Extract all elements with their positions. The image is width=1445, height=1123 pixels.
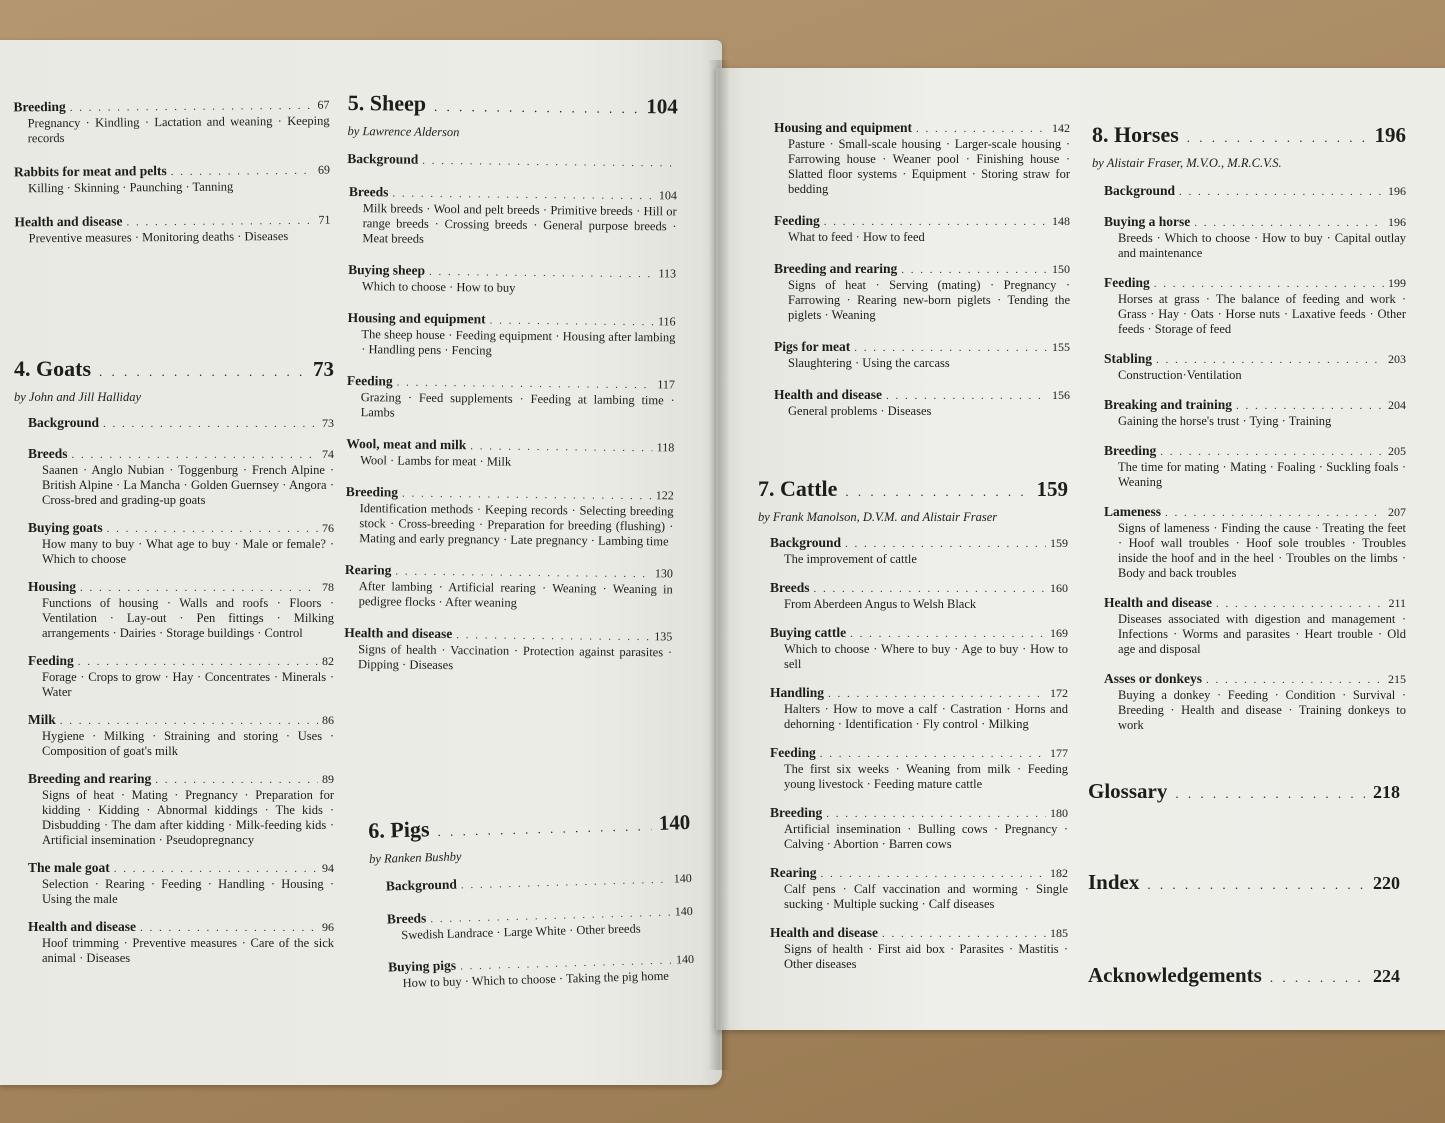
chapter-author: by Alistair Fraser, M.V.O., M.R.C.V.S. [1092, 156, 1282, 170]
toc-entry[interactable]: Lameness . . . 207 Signs of lameness · Finding the cause · Treating the feet · Hoof wall troubles · Hoof sole troubles · Troubles inside the hoof and in the heel · Troubles on the limbs · Body and back troubles [1104, 504, 1406, 581]
index-entry[interactable]: Index . . . 220 [1088, 869, 1400, 898]
toc-entry[interactable]: The male goat . . . 94 Selection · Rearing · Feeding · Handling · Housing · Using the male [28, 860, 334, 907]
toc-entry[interactable]: Buying a horse . . . 196 Breeds · Which to choose · How to buy · Capital outlay and maintenance [1104, 214, 1406, 261]
toc-entry[interactable]: Buying cattle . . . 169 Which to choose · Where to buy · Age to buy · How to sell [770, 625, 1068, 672]
toc-entry[interactable]: Background . . . 159 The improvement of cattle [770, 535, 1068, 567]
toc-entry[interactable]: Housing and equipment . . . 116 The sheep house · Feeding equipment · Housing after lambing · Handling pens · Fencing [347, 310, 675, 360]
toc-entry[interactable]: Feeding . . . 82 Forage · Crops to grow · Hay · Concentrates · Minerals · Water [28, 653, 334, 700]
toc-entry[interactable]: Background . . . [347, 151, 677, 171]
chapter-heading[interactable]: 7. Cattle . . . 159 [758, 476, 1068, 505]
toc-entry[interactable]: Rearing . . . 182 Calf pens · Calf vaccination and worming · Single sucking · Multiple sucking · Calf diseases [770, 865, 1068, 912]
toc-entry[interactable]: Background . . . 73 [28, 415, 334, 432]
toc-entry[interactable]: Breeding . . . 205 The time for mating · Mating · Foaling · Suckling foals · Weaning [1104, 443, 1406, 490]
toc-entry[interactable]: Breeding and rearing . . . 150 Signs of heat · Serving (mating) · Pregnancy · Farrowing · Rearing new-born piglets · Tending the piglets · Weaning [774, 261, 1070, 323]
toc-entry[interactable]: Buying goats . . . 76 How many to buy · What age to buy · Male or female? · Which to choose [28, 520, 334, 567]
toc-entry[interactable]: Wool, meat and milk . . . 118 Wool · Lambs for meat · Milk [346, 436, 674, 471]
left-page [0, 40, 722, 1085]
toc-entry[interactable]: Asses or donkeys . . . 215 Buying a donkey · Feeding · Condition · Survival · Breeding · Health and disease · Training donkeys to work [1104, 671, 1406, 733]
sheep-chapter [342, 90, 678, 675]
horses-chapter [1092, 122, 1406, 733]
toc-entry[interactable]: Breeds . . . 104 Milk breeds · Wool and pelt breeds · Primitive breeds · Hill or range breeds · Crossing breeds · General purpose breeds · Meat breeds [348, 184, 677, 249]
pigs-continued [774, 120, 1070, 419]
toc-entry[interactable]: Health and disease . . . 185 Signs of health · First aid box · Parasites · Mastitis · Other diseases [770, 925, 1068, 972]
toc-entry[interactable]: Health and disease . . . 156 General problems · Diseases [774, 387, 1070, 419]
toc-entry[interactable]: Rearing . . . 130 After lambing · Artificial rearing · Weaning · Weaning in pedigree flocks · After weaning [345, 562, 673, 612]
toc-entry[interactable]: Breeding . . . 180 Artificial insemination · Bulling cows · Pregnancy · Calving · Abortion · Barren cows [770, 805, 1068, 852]
toc-entry[interactable]: Breeds . . . 74 Saanen · Anglo Nubian · Toggenburg · French Alpine · British Alpine · La Mancha · Golden Guernsey · Angora · Cross-bred and grading-up goats [28, 446, 334, 508]
back-matter [1088, 778, 1400, 991]
toc-entry[interactable]: Feeding . . . 148 What to feed · How to feed [774, 213, 1070, 245]
cattle-chapter [758, 476, 1068, 972]
chapter-author: by Lawrence Alderson [347, 123, 460, 140]
chapter-heading[interactable]: 6. Pigs . . . 140 [368, 809, 691, 847]
toc-entry[interactable]: Background . . . 196 [1104, 183, 1406, 200]
toc-entry[interactable]: Breeds . . . 160 From Aberdeen Angus to Welsh Black [770, 580, 1068, 612]
rabbits-section [13, 97, 330, 247]
toc-entry[interactable]: Feeding . . . 117 Grazing · Feed supplements · Feeding at lambing time · Lambs [347, 373, 675, 423]
toc-entry[interactable]: Breeds . . . 140 Swedish Landrace · Large White · Other breeds [387, 903, 694, 944]
toc-entry[interactable]: Pigs for meat . . . 155 Slaughtering · Using the carcass [774, 339, 1070, 371]
toc-entry[interactable]: Feeding . . . 199 Horses at grass · The balance of feeding and work · Grass · Hay · Oats · Horse nuts · Laxative feeds · Other feeds · Storage of feed [1104, 275, 1406, 337]
toc-entry[interactable]: Feeding . . . 177 The first six weeks · Weaning from milk · Feeding young livestock · Feeding mature cattle [770, 745, 1068, 792]
toc-entry[interactable]: Health and disease . . . 71 Preventive measures · Monitoring deaths · Diseases [14, 212, 330, 247]
toc-entry[interactable]: Health and disease . . . 96 Hoof trimming · Preventive measures · Care of the sick animal · Diseases [28, 919, 334, 966]
toc-entry[interactable]: Breeding . . . 122 Identification methods · Keeping records · Selecting breeding stock · Cross-breeding · Preparation for breeding (flushing) · Mating and early pregnancy · Late pregnancy · Lambing time [345, 484, 674, 549]
toc-entry[interactable]: Health and disease . . . 135 Signs of health · Vaccination · Protection against parasites · Dipping · Diseases [344, 625, 672, 675]
pigs-chapter [368, 809, 695, 992]
chapter-heading[interactable]: 8. Horses . . . 196 [1092, 122, 1406, 151]
toc-entry[interactable]: Buying pigs . . . 140 How to buy · Which to choose · Taking the pig home [388, 951, 695, 992]
toc-entry[interactable]: Breeding and rearing . . . 89 Signs of heat · Mating · Pregnancy · Preparation for kidding · Kidding · Abnormal kiddings · The kids · Disbudding · The dam after kidding · Milk-feeding kids · Artificial insemination · Pseudopregnancy [28, 771, 334, 848]
toc-entry[interactable]: Breaking and training . . . 204 Gaining the horse's trust · Tying · Training [1104, 397, 1406, 429]
toc-entry[interactable]: Breeding . . . 67 Pregnancy · Kindling · Lactation and weaning · Keeping records [13, 97, 329, 147]
goats-chapter [14, 356, 334, 966]
toc-entry[interactable]: Rabbits for meat and pelts . . . 69 Killing · Skinning · Paunching · Tanning [14, 162, 330, 197]
chapter-heading[interactable]: 5. Sheep . . . 104 [348, 90, 678, 122]
toc-entry[interactable]: Handling . . . 172 Halters · How to move a calf · Castration · Horns and dehorning · Identification · Fly control · Milking [770, 685, 1068, 732]
right-page [716, 68, 1445, 1030]
toc-entry[interactable]: Housing and equipment . . . 142 Pasture · Small-scale housing · Larger-scale housing · Farrowing house · Weaner pool · Finishing house · Slatted floor systems · Equipment · Storing straw for bedding [774, 120, 1070, 197]
book-gutter [708, 60, 730, 1070]
chapter-author: by Frank Manolson, D.V.M. and Alistair Fraser [758, 510, 998, 524]
toc-entry[interactable]: Housing . . . 78 Functions of housing · Walls and roofs · Floors · Ventilation · Lay-out · Pen fittings · Milking arrangements · Dairies · Storage buildings · Control [28, 579, 334, 641]
acknowledgements-entry[interactable]: Acknowledgements . . . 224 [1088, 962, 1400, 991]
toc-entry[interactable]: Buying sheep . . . 113 Which to choose · How to buy [348, 262, 676, 297]
toc-entry[interactable]: Stabling . . . 203 Construction·Ventilation [1104, 351, 1406, 383]
toc-entry[interactable]: Background . . . 140 [386, 870, 692, 896]
glossary-entry[interactable]: Glossary . . . 218 [1088, 778, 1400, 807]
toc-entry[interactable]: Health and disease . . . 211 Diseases associated with digestion and management · Infections · Worms and parasites · Heart trouble · Old age and disposal [1104, 595, 1406, 657]
chapter-heading[interactable]: 4. Goats . . . 73 [14, 356, 334, 385]
toc-entry[interactable]: Milk . . . 86 Hygiene · Milking · Straining and storing · Uses · Composition of goat's milk [28, 712, 334, 759]
chapter-author: by John and Jill Halliday [14, 390, 142, 404]
chapter-author: by Ranken Bushby [368, 849, 462, 866]
